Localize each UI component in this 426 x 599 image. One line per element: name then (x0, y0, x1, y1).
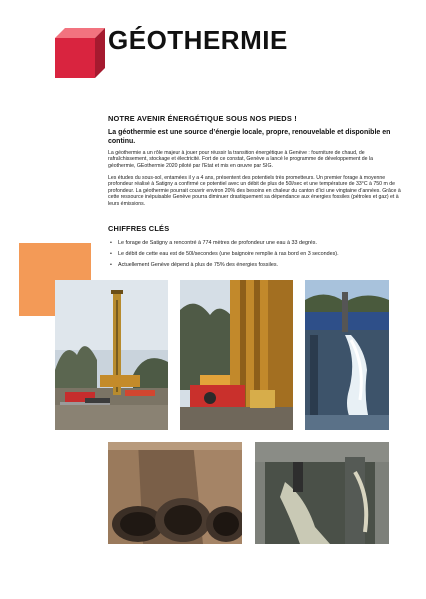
facts-heading: CHIFFRES CLÉS (108, 224, 170, 233)
drill-pipes-photo (108, 442, 242, 544)
water-jet-photo (305, 280, 389, 430)
intro-paragraph-1: La géothermie a un rôle majeur à jouer pour réussir la transition énergétique à Genève : fourniture de chaud, de rafraîchissement, stockage et électricité. Fort de ce constat, Genève a lancé le programme de développement de la géothermie, GEothermie 2020 piloté par l’Etat et mis en œuvre par SIG. (108, 150, 373, 169)
list-item: • Actuellement Genève dépend à plus de 75% des énergies fossiles. (118, 260, 418, 271)
intro-heading: NOTRE AVENIR ÉNERGÉTIQUE SOUS NOS PIEDS ! (108, 114, 297, 123)
drilling-rig-photo (55, 280, 168, 430)
pump-basin-photo (255, 442, 389, 544)
list-item: • Le forage de Satigny a rencontré à 774 mètres de profondeur une eau à 33 degrés. (118, 238, 418, 249)
cube-logo-icon (55, 28, 105, 78)
intro-lead: La géothermie est une source d’énergie locale, propre, renouvelable et disponible en continu. (108, 129, 391, 145)
list-item: • Le débit de cette eau est de 50l/secondes (une baignoire remplie à ras bord en 3 secondes). (118, 249, 418, 260)
page-title: GÉOTHERMIE (108, 25, 288, 55)
drill-tower-closeup-photo (180, 280, 293, 430)
intro-paragraph-2: Les études du sous-sol, entamées il y a 4 ans, présentent des potentiels très prometteurs. Un premier forage à moyenne profondeur réalisé à Satigny a confirmé ce potentiel avec un débit de plus de 50l/sec et une température de 33°C à 750 m de profondeur. La géothermie pourrait couvrir environ 20% des besoins en chaleur du canton d’ici une vingtaine d’années. Grâce à cette ressource inépuisable Genève pourra diminuer drastiquement sa dépendance aux énergies fossiles (pétroles et gaz) et à leurs émissions. (108, 175, 401, 207)
facts-list (108, 238, 418, 271)
